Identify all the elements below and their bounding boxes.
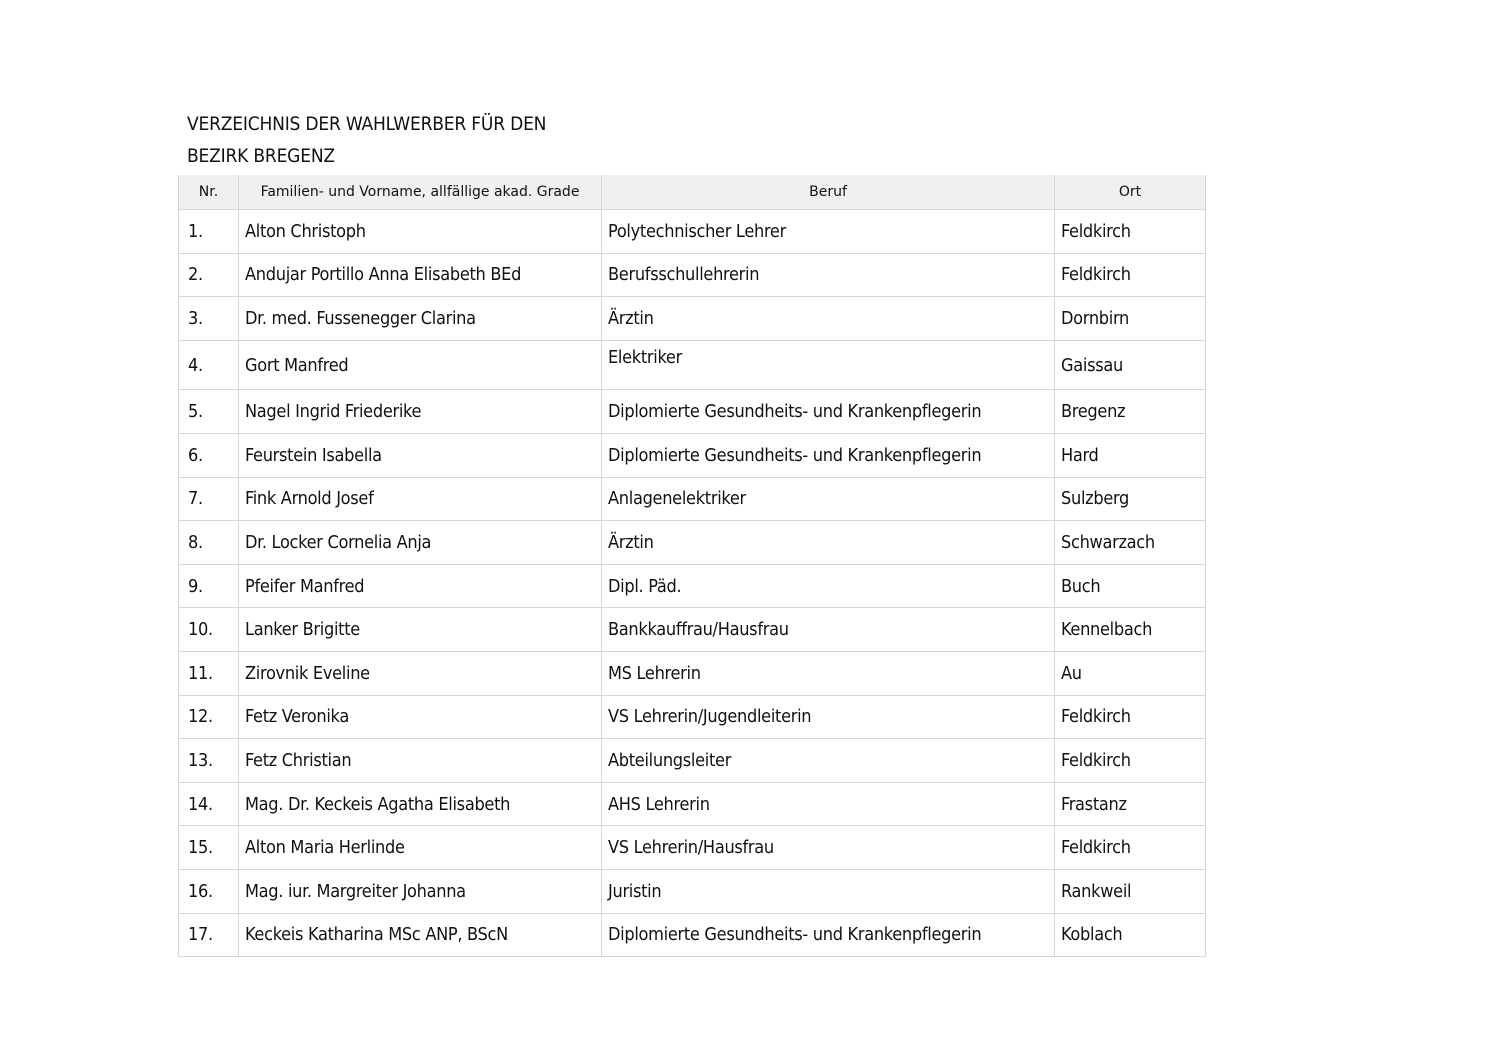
table-row: [179, 869, 1206, 913]
table-row: [179, 608, 1206, 652]
cell-beruf: VS Lehrerin/Jugendleiterin: [602, 695, 1055, 739]
cell-beruf: Diplomierte Gesundheits- und Krankenpflegerin: [602, 390, 1055, 434]
cell-beruf: VS Lehrerin/Hausfrau: [602, 826, 1055, 870]
cell-ort: Bregenz: [1055, 390, 1206, 434]
cell-ort: Koblach: [1055, 913, 1206, 957]
cell-ort: Sulzberg: [1055, 477, 1206, 521]
cell-name: Alton Christoph: [239, 210, 602, 254]
cell-beruf: MS Lehrerin: [602, 651, 1055, 695]
cell-beruf: Abteilungsleiter: [602, 739, 1055, 783]
cell-name: Nagel Ingrid Friederike: [239, 390, 602, 434]
table-row: [179, 521, 1206, 565]
header-ort: Ort: [1055, 175, 1206, 210]
cell-ort: Dornbirn: [1055, 297, 1206, 341]
cell-name: Fetz Veronika: [239, 695, 602, 739]
title-line-2: BEZIRK BREGENZ: [187, 145, 335, 167]
cell-nr: 16.: [179, 869, 239, 913]
cell-beruf: Dipl. Päd.: [602, 564, 1055, 608]
cell-beruf: Anlagenelektriker: [602, 477, 1055, 521]
header-nr: Nr.: [179, 175, 239, 210]
cell-nr: 4.: [179, 340, 239, 390]
cell-nr: 17.: [179, 913, 239, 957]
cell-name: Fetz Christian: [239, 739, 602, 783]
table-row: [179, 340, 1206, 390]
header-beruf: Beruf: [602, 175, 1055, 210]
cell-nr: 8.: [179, 521, 239, 565]
cell-name: Mag. iur. Margreiter Johanna: [239, 869, 602, 913]
table-row: [179, 297, 1206, 341]
cell-nr: 12.: [179, 695, 239, 739]
table-row: [179, 390, 1206, 434]
cell-beruf: Diplomierte Gesundheits- und Krankenpflegerin: [602, 433, 1055, 477]
cell-nr: 6.: [179, 433, 239, 477]
table-row: [179, 477, 1206, 521]
cell-beruf: Ärztin: [602, 297, 1055, 341]
cell-nr: 10.: [179, 608, 239, 652]
cell-ort: Feldkirch: [1055, 253, 1206, 297]
cell-beruf: Juristin: [602, 869, 1055, 913]
cell-ort: Buch: [1055, 564, 1206, 608]
cell-name: Pfeifer Manfred: [239, 564, 602, 608]
title-line-1: VERZEICHNIS DER WAHLWERBER FÜR DEN: [187, 113, 547, 135]
cell-name: Fink Arnold Josef: [239, 477, 602, 521]
cell-nr: 5.: [179, 390, 239, 434]
cell-nr: 3.: [179, 297, 239, 341]
table-body: [179, 210, 1206, 957]
cell-ort: Feldkirch: [1055, 739, 1206, 783]
table-row: [179, 826, 1206, 870]
cell-beruf: Berufsschullehrerin: [602, 253, 1055, 297]
table-row: [179, 695, 1206, 739]
table-row: [179, 253, 1206, 297]
cell-nr: 2.: [179, 253, 239, 297]
cell-nr: 1.: [179, 210, 239, 254]
cell-ort: Hard: [1055, 433, 1206, 477]
cell-ort: Schwarzach: [1055, 521, 1206, 565]
cell-beruf: Polytechnischer Lehrer: [602, 210, 1055, 254]
cell-name: Lanker Brigitte: [239, 608, 602, 652]
table-row: [179, 651, 1206, 695]
cell-name: Alton Maria Herlinde: [239, 826, 602, 870]
cell-name: Feurstein Isabella: [239, 433, 602, 477]
cell-nr: 11.: [179, 651, 239, 695]
cell-ort: Gaissau: [1055, 340, 1206, 390]
cell-nr: 15.: [179, 826, 239, 870]
cell-ort: Frastanz: [1055, 782, 1206, 826]
cell-beruf: Bankkauffrau/Hausfrau: [602, 608, 1055, 652]
document-title: [187, 108, 546, 172]
cell-ort: Feldkirch: [1055, 695, 1206, 739]
cell-name: Dr. med. Fussenegger Clarina: [239, 297, 602, 341]
table-row: [179, 739, 1206, 783]
cell-ort: Rankweil: [1055, 869, 1206, 913]
cell-nr: 13.: [179, 739, 239, 783]
cell-ort: Au: [1055, 651, 1206, 695]
cell-beruf: Diplomierte Gesundheits- und Krankenpflegerin: [602, 913, 1055, 957]
cell-nr: 9.: [179, 564, 239, 608]
table-row: [179, 210, 1206, 254]
cell-ort: Feldkirch: [1055, 210, 1206, 254]
cell-nr: 14.: [179, 782, 239, 826]
cell-name: Mag. Dr. Keckeis Agatha Elisabeth: [239, 782, 602, 826]
cell-name: Keckeis Katharina MSc ANP, BScN: [239, 913, 602, 957]
cell-ort: Feldkirch: [1055, 826, 1206, 870]
cell-name: Gort Manfred: [239, 340, 602, 390]
cell-nr: 7.: [179, 477, 239, 521]
table-header-row: [179, 175, 1206, 210]
candidates-table: [178, 175, 1206, 957]
cell-name: Dr. Locker Cornelia Anja: [239, 521, 602, 565]
header-name: Familien- und Vorname, allfällige akad. Grade: [239, 175, 602, 210]
table-row: [179, 433, 1206, 477]
cell-beruf: Elektriker: [602, 340, 1055, 390]
table-row: [179, 782, 1206, 826]
cell-beruf: AHS Lehrerin: [602, 782, 1055, 826]
cell-ort: Kennelbach: [1055, 608, 1206, 652]
cell-name: Andujar Portillo Anna Elisabeth BEd: [239, 253, 602, 297]
table-row: [179, 564, 1206, 608]
cell-name: Zirovnik Eveline: [239, 651, 602, 695]
table-row: [179, 913, 1206, 957]
cell-beruf: Ärztin: [602, 521, 1055, 565]
